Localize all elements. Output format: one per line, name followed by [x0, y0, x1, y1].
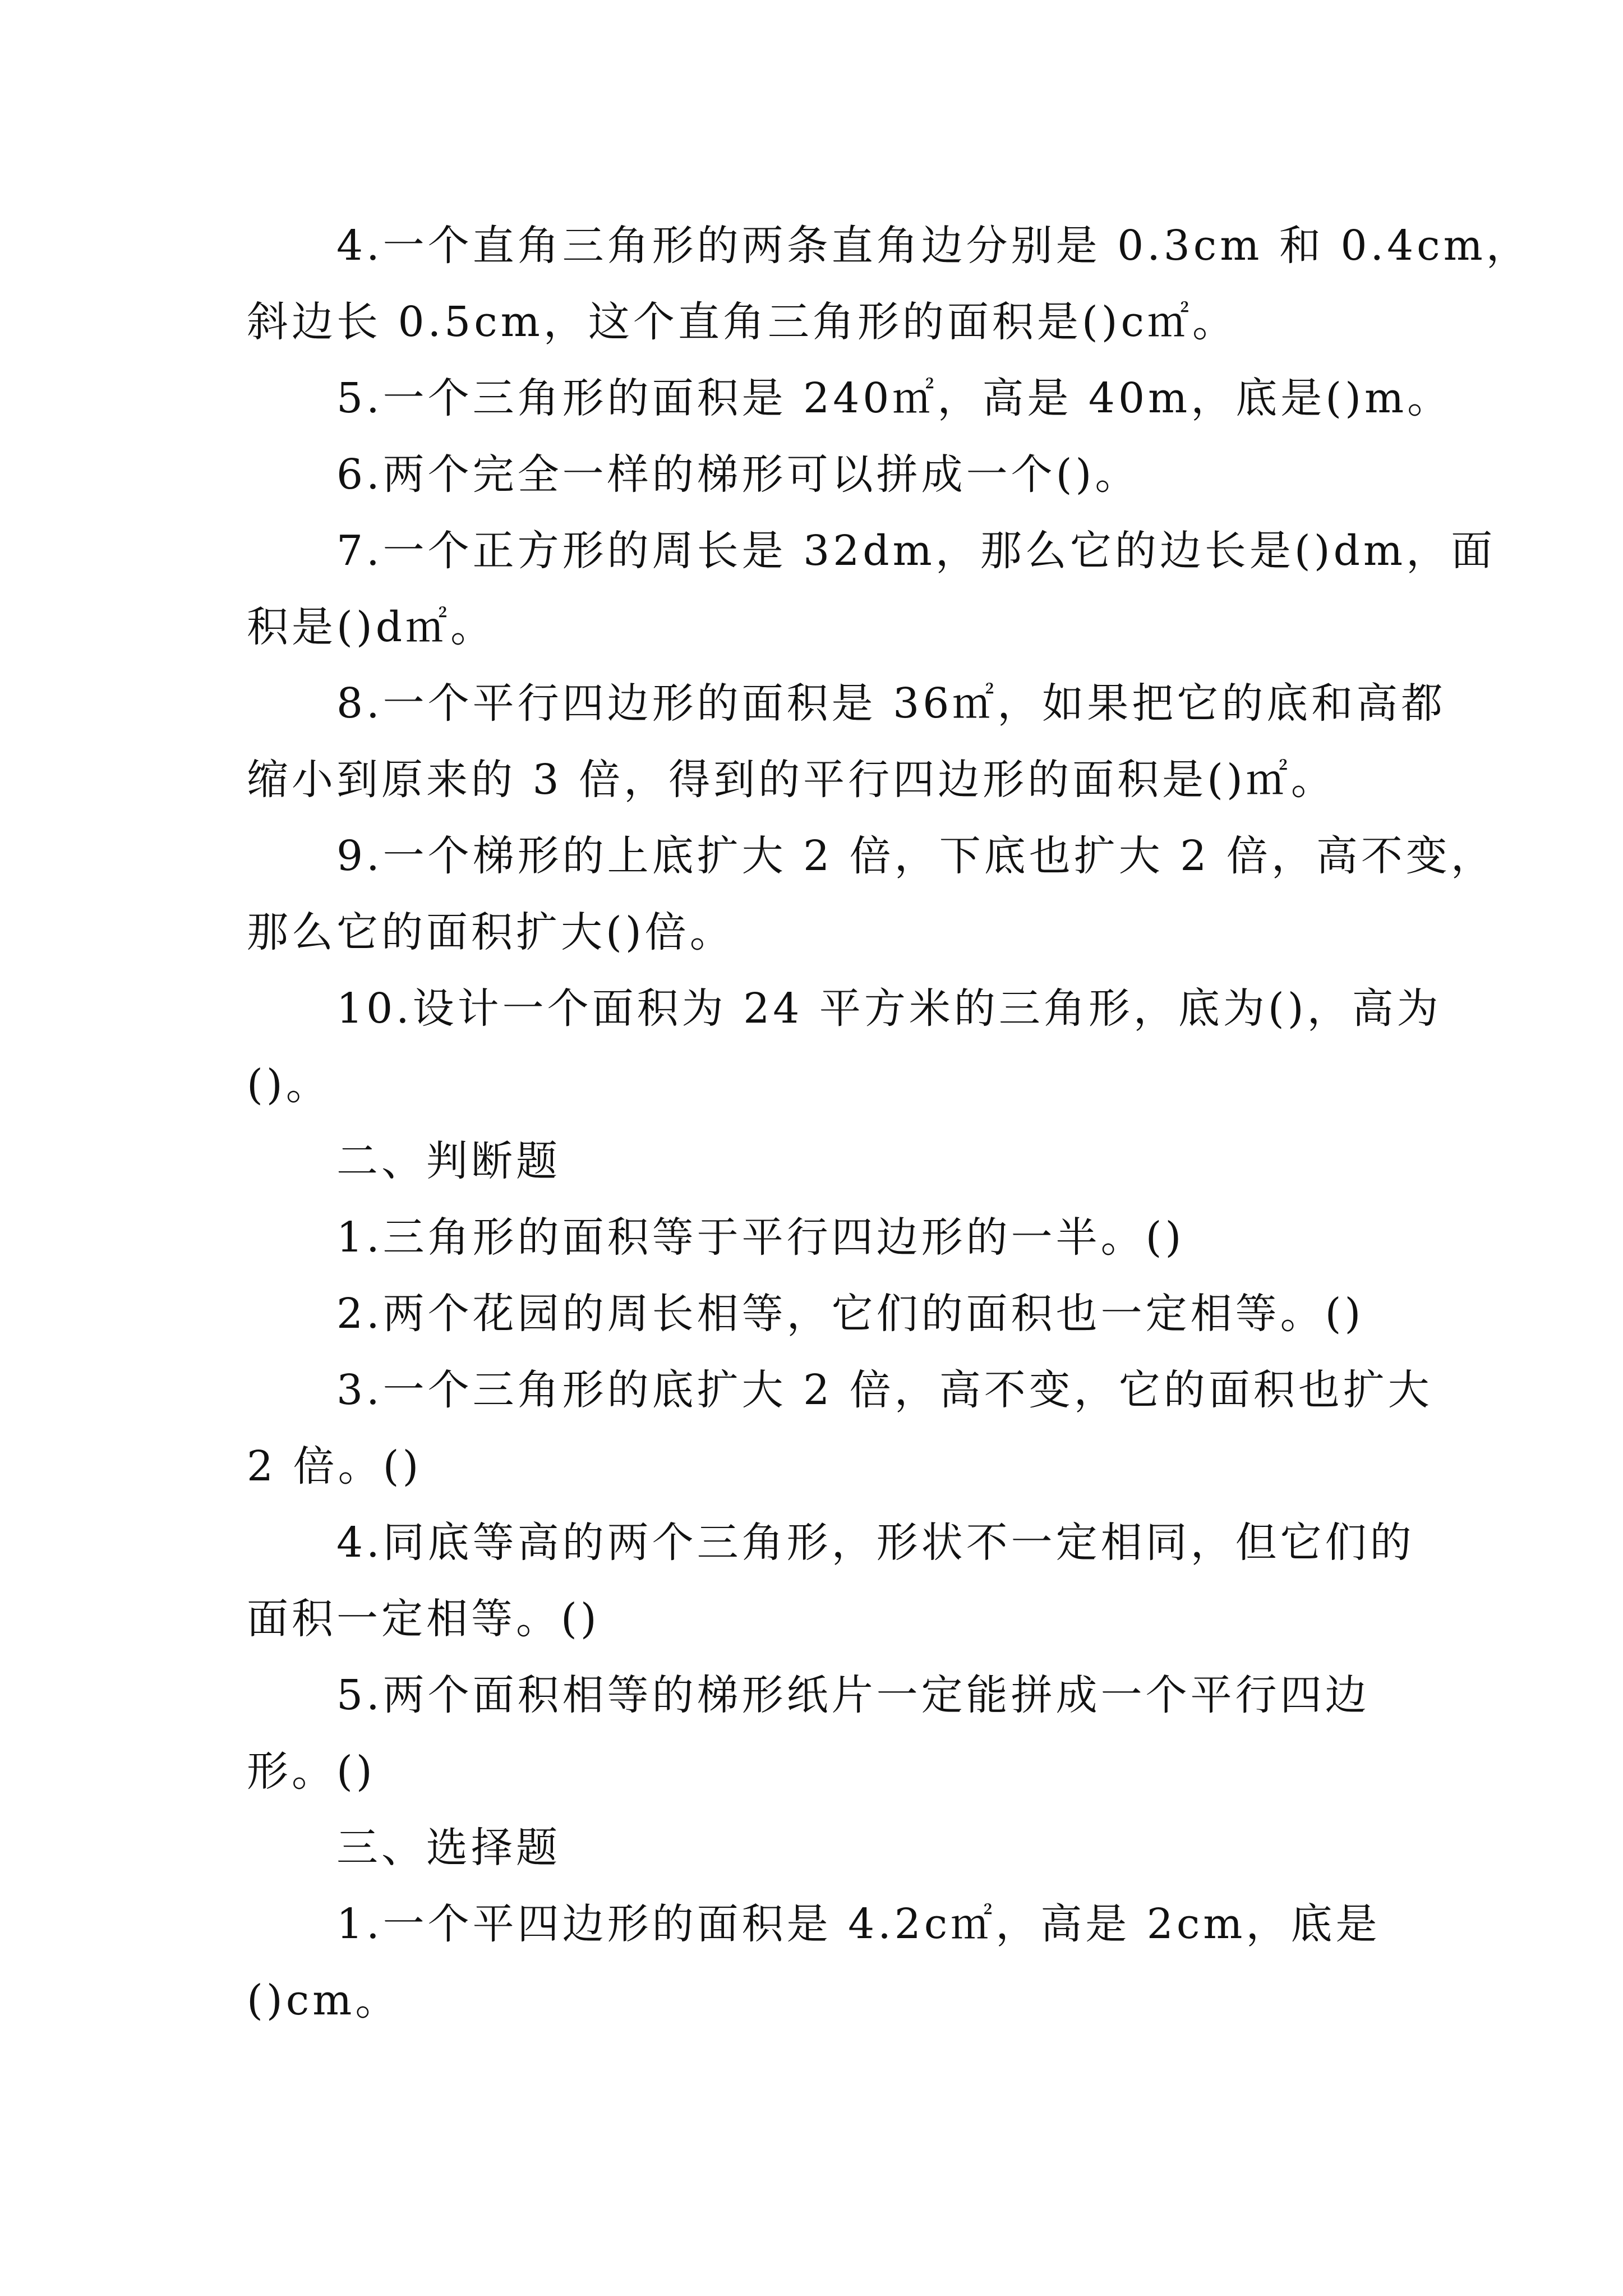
judge-item-3-line1: 3.一个三角形的底扩大 2 倍，高不变，它的面积也扩大: [336, 1366, 1433, 1414]
judge-item-4-line2: 面积一定相等。(): [247, 1595, 600, 1643]
fill-item-7-line2: 积是()d㎡。: [247, 603, 496, 651]
judge-item-4-line1: 4.同底等高的两个三角形，形状不一定相同，但它们的: [336, 1519, 1415, 1567]
choice-item-1-line1: 1.一个平四边形的面积是 4.2c㎡，高是 2cm，底是: [336, 1900, 1381, 1948]
fill-item-9-line2: 那么它的面积扩大()倍。: [247, 908, 735, 956]
fill-item-9-line1: 9.一个梯形的上底扩大 2 倍，下底也扩大 2 倍，高不变，: [336, 832, 1496, 880]
judge-item-2-line1: 2.两个花园的周长相等，它们的面积也一定相等。(): [336, 1290, 1364, 1338]
judge-item-1-line1: 1.三角形的面积等于平行四边形的一半。(): [336, 1213, 1185, 1262]
judge-item-5-line1: 5.两个面积相等的梯形纸片一定能拼成一个平行四边: [336, 1671, 1370, 1719]
fill-item-7-line1: 7.一个正方形的周长是 32dm，那么它的边长是()dm，面: [336, 527, 1496, 575]
fill-item-10-line2: ()。: [247, 1061, 331, 1109]
judge-item-3-line2: 2 倍。(): [247, 1442, 422, 1490]
section-heading-judgment: 二、判断题: [336, 1137, 561, 1185]
fill-item-10-line1: 10.设计一个面积为 24 平方米的三角形，底为()，高为: [336, 984, 1442, 1033]
fill-item-5-line1: 5.一个三角形的面积是 240㎡，高是 40m，底是()m。: [336, 374, 1453, 422]
judge-item-5-line2: 形。(): [247, 1747, 376, 1796]
fill-item-6-line1: 6.两个完全一样的梯形可以拼成一个()。: [336, 450, 1140, 499]
section-heading-choice: 三、选择题: [336, 1824, 561, 1872]
fill-item-4-line1: 4.一个直角三角形的两条直角边分别是 0.3cm 和 0.4cm，: [336, 222, 1531, 270]
fill-item-8-line1: 8.一个平行四边形的面积是 36㎡，如果把它的底和高都: [336, 679, 1446, 728]
fill-item-8-line2: 缩小到原来的 3 倍，得到的平行四边形的面积是()㎡。: [247, 756, 1336, 804]
fill-item-4-line2: 斜边长 0.5cm，这个直角三角形的面积是()c㎡。: [247, 298, 1238, 346]
choice-item-1-line2: ()cm。: [247, 1976, 400, 2024]
